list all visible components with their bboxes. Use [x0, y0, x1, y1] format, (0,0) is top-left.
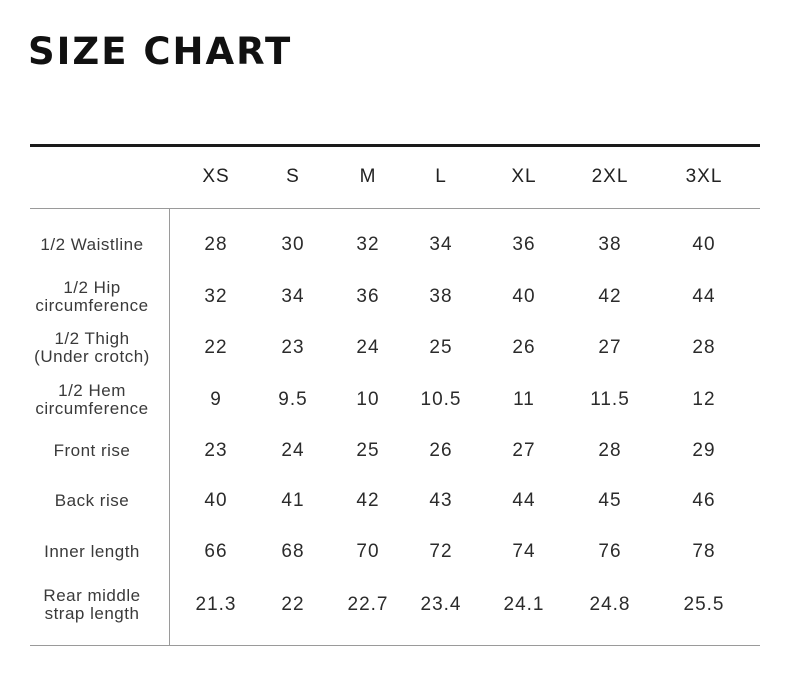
table-cell: 26 [512, 337, 536, 358]
column-header-m: M [359, 166, 377, 187]
table-cell: 34 [429, 234, 453, 255]
row-label-line: circumference [35, 296, 149, 315]
table-cell: 24 [356, 337, 380, 358]
table-cell: 44 [692, 286, 716, 307]
column-header-2xl: 2XL [591, 166, 629, 187]
table-cell: 24.1 [503, 594, 545, 615]
row-label-line: Rear middle [43, 586, 141, 605]
table-cell: 76 [598, 541, 622, 562]
table-cell: 12 [692, 389, 716, 410]
table-cell: 40 [204, 490, 228, 511]
table-cell: 44 [512, 490, 536, 511]
table-cell: 28 [598, 440, 622, 461]
table-cell: 27 [598, 337, 622, 358]
table-cell: 28 [204, 234, 228, 255]
row-label [14, 279, 170, 315]
table-cell: 41 [281, 490, 305, 511]
table-cell: 66 [204, 541, 228, 562]
table-cell: 38 [429, 286, 453, 307]
table-cell: 21.3 [195, 594, 237, 615]
row-label [14, 492, 170, 510]
row-label-line: Front rise [53, 441, 131, 460]
table-cell: 45 [598, 490, 622, 511]
table-label-divider [169, 209, 170, 645]
table-cell: 25.5 [683, 594, 725, 615]
table-cell: 38 [598, 234, 622, 255]
column-header-xl: XL [511, 166, 537, 187]
table-cell: 23 [204, 440, 228, 461]
table-cell: 27 [512, 440, 536, 461]
table-cell: 11.5 [590, 389, 630, 410]
row-label [14, 587, 170, 623]
table-cell: 9.5 [278, 389, 308, 410]
table-cell: 28 [692, 337, 716, 358]
table-cell: 36 [512, 234, 536, 255]
table-cell: 9 [210, 389, 222, 410]
table-cell: 72 [429, 541, 453, 562]
row-label-line: strap length [44, 604, 140, 623]
row-label-line: 1/2 Thigh [54, 329, 130, 348]
table-cell: 40 [512, 286, 536, 307]
table-cell: 43 [429, 490, 453, 511]
row-label-line: 1/2 Waistline [40, 235, 144, 254]
table-header-rule [30, 208, 760, 209]
row-label-line: 1/2 Hem [58, 381, 126, 400]
row-label [14, 543, 170, 561]
column-header-s: S [286, 166, 300, 187]
table-cell: 70 [356, 541, 380, 562]
table-cell: 29 [692, 440, 716, 461]
table-cell: 42 [598, 286, 622, 307]
table-cell: 10.5 [420, 389, 462, 410]
row-label [14, 382, 170, 418]
table-cell: 25 [429, 337, 453, 358]
table-cell: 46 [692, 490, 716, 511]
row-label [14, 236, 170, 254]
table-cell: 10 [356, 389, 380, 410]
table-cell: 23 [281, 337, 305, 358]
table-cell: 25 [356, 440, 380, 461]
row-label [14, 330, 170, 366]
row-label-line: Back rise [54, 491, 130, 510]
table-cell: 32 [356, 234, 380, 255]
page-title: SIZE CHART [28, 30, 293, 73]
row-label [14, 442, 170, 460]
table-cell: 24.8 [589, 594, 631, 615]
table-cell: 24 [281, 440, 305, 461]
table-bottom-rule [30, 645, 760, 646]
table-cell: 32 [204, 286, 228, 307]
table-cell: 11 [513, 389, 535, 410]
table-cell: 23.4 [420, 594, 462, 615]
column-header-3xl: 3XL [685, 166, 723, 187]
table-cell: 26 [429, 440, 453, 461]
table-cell: 34 [281, 286, 305, 307]
table-top-rule [30, 144, 760, 147]
table-cell: 40 [692, 234, 716, 255]
table-cell: 22.7 [347, 594, 389, 615]
table-cell: 42 [356, 490, 380, 511]
table-cell: 36 [356, 286, 380, 307]
row-label-line: 1/2 Hip [63, 278, 121, 297]
row-label-line: circumference [35, 399, 149, 418]
column-header-l: L [435, 166, 447, 187]
column-header-xs: XS [202, 166, 230, 187]
table-cell: 22 [281, 594, 305, 615]
row-label-line: Inner length [44, 542, 140, 561]
table-cell: 74 [512, 541, 536, 562]
table-cell: 78 [692, 541, 716, 562]
table-cell: 30 [281, 234, 305, 255]
table-cell: 22 [204, 337, 228, 358]
table-cell: 68 [281, 541, 305, 562]
row-label-line: (Under crotch) [34, 347, 150, 366]
